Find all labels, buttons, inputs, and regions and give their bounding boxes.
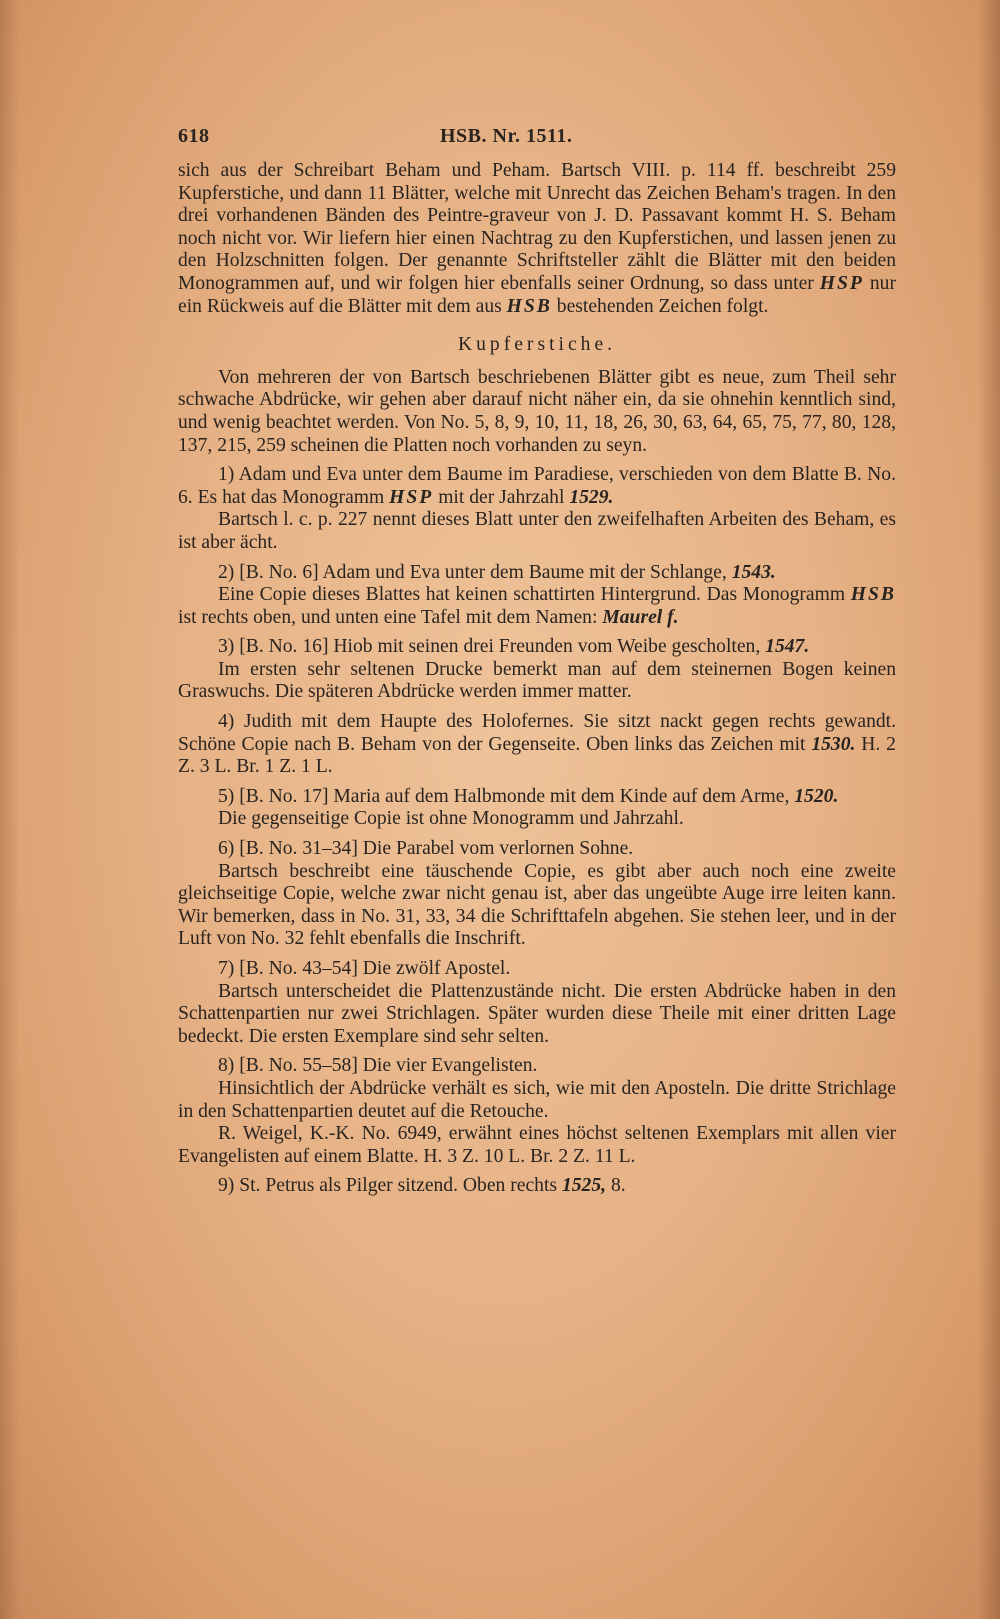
entry-1-note: Bartsch l. c. p. 227 nennt dieses Blatt unter den zweifelhaften Arbeiten des Beham, es ist aber ächt. bbox=[178, 509, 896, 553]
entry-3-note: Im ersten sehr seltenen Drucke bemerkt man auf dem steinernen Bogen keinen Graswuchs. Die späteren Abdrücke werden immer matter. bbox=[178, 658, 896, 703]
entry-3 bbox=[178, 636, 896, 659]
entry-5-year: 1520. bbox=[794, 785, 839, 807]
entry-2-monogram: HSB bbox=[850, 584, 897, 606]
entry-4-year: 1530. bbox=[811, 733, 856, 755]
entry-6-note: Bartsch beschreibt eine täuschende Copie, es gibt aber auch noch eine zweite gleichseitige Copie, welche zwar nicht genau ist, aber das ungeübte Auge irre leiten kann. Wir bemerken, dass in No. 31, 33, 34 die Schrifttafeln abgehen. Sie stehen leer, und in der Luft von No. 32 fehlt ebenfalls die Inschrift. bbox=[178, 860, 896, 950]
entry-8: 8) [B. No. 55–58] Die vier Evangelisten. bbox=[218, 1055, 538, 1077]
entry-2-signature: Maurel f. bbox=[602, 606, 679, 628]
intro-text-1: sich aus der Schreibart Beham und Peham. Bartsch VIII. p. 114 ff. beschreibt 259 Kupferstiche, und dann 11 Blätter, welche mit Unrecht das Zeichen Beham's tragen. In den drei vorhandenen Bänden des Peintre-graveur von J. D. Passavant kommt H. S. Beham noch nicht vor. Wir liefern hier einen Nachtrag zu den Kupferstichen, und lassen jenen zu den Holzschnitten folgen. Der genannte Schriftsteller zählt die Blätter mit den beiden Monogrammen auf, und wir folgen hier ebenfalls seiner Ordnung, so dass unter bbox=[178, 160, 896, 294]
entry-2-note-text: Eine Copie dieses Blattes hat keinen schattirten Hintergrund. Das Monogramm bbox=[218, 584, 846, 606]
page-edge-shadow-right bbox=[978, 0, 1000, 1619]
running-title: HSB. Nr. 1511. bbox=[440, 125, 573, 148]
entry-2-year: 1543. bbox=[731, 561, 776, 583]
entry-5 bbox=[178, 786, 896, 809]
intro-text-2: nur ein Rückweis auf die Blätter mit dem aus bbox=[178, 272, 896, 317]
entry-2-note bbox=[178, 584, 896, 629]
entry-6: 6) [B. No. 31–34] Die Parabel vom verlornen Sohne. bbox=[218, 838, 634, 860]
entry-1-year: 1529. bbox=[569, 486, 614, 508]
intro-paragraph bbox=[178, 160, 896, 318]
entry-2-note-text-2: ist rechts oben, und unten eine Tafel mit dem Namen: bbox=[178, 606, 598, 628]
entry-2-text: 2) [B. No. 6] Adam und Eva unter dem Baume mit der Schlange, bbox=[218, 561, 727, 583]
running-head bbox=[178, 120, 896, 148]
entry-8-note-2: R. Weigel, K.-K. No. 6949, erwähnt eines höchst seltenen Exemplars mit allen vier Evangelisten auf einem Blatte. H. 3 Z. 10 L. Br. 2 Z. 11 L. bbox=[178, 1123, 896, 1167]
entry-5-text: 5) [B. No. 17] Maria auf dem Halbmonde mit dem Kinde auf dem Arme, bbox=[218, 785, 790, 807]
entry-4-text: 4) Judith mit dem Haupte des Holofernes. Sie sitzt nackt gegen rechts gewandt. Schöne Copie nach B. Beham von der Gegenseite. Oben links das Zeichen mit bbox=[178, 711, 896, 755]
entry-9-year: 1525, bbox=[561, 1175, 607, 1197]
entry-9 bbox=[178, 1175, 896, 1198]
section-heading: Kupferstiche. bbox=[457, 334, 617, 356]
entry-1-text: 1) Adam und Eva unter dem Baume im Paradiese, verschieden von dem Blatte B. No. 6. Es hat das Monogramm bbox=[178, 464, 896, 508]
entry-3-year: 1547. bbox=[765, 636, 810, 658]
entry-2 bbox=[178, 562, 896, 585]
entry-1-monogram: HSP bbox=[389, 486, 434, 508]
entry-1-text-2: mit der Jahrzahl bbox=[438, 486, 565, 508]
entry-4 bbox=[178, 711, 896, 779]
entry-8-note-1: Hinsichtlich der Abdrücke verhält es sich, wie mit den Aposteln. Die dritte Strichlage in den Schattenpartien deutet auf die Retouche. bbox=[178, 1077, 896, 1122]
prelim-paragraph: Von mehreren der von Bartsch beschriebenen Blätter gibt es neue, zum Theil sehr schwache Abdrücke, wir gehen aber darauf nicht näher ein, da sie ohnehin kenntlich sind, und wenig beachtet werden. Von No. 5, 8, 9, 10, 11, 18, 26, 30, 63, 64, 65, 75, 77, 80, 128, 137, 215, 259 scheinen die Platten noch vorhanden zu seyn. bbox=[178, 366, 896, 456]
entry-9-text: 9) St. Petrus als Pilger sitzend. Oben rechts bbox=[218, 1175, 558, 1197]
entry-4-dimensions: H. 2 Z. 3 L. Br. 1 Z. 1 L. bbox=[178, 733, 896, 778]
page-number: 618 bbox=[178, 125, 210, 148]
monogram-hsb: HSB bbox=[506, 295, 552, 317]
text-block bbox=[178, 120, 896, 1198]
page-edge-shadow-left bbox=[0, 0, 20, 1619]
entry-3-text: 3) [B. No. 16] Hiob mit seinen drei Freunden vom Weibe gescholten, bbox=[218, 636, 761, 658]
entry-7-note: Bartsch unterscheidet die Plattenzustände nicht. Die ersten Abdrücke haben in den Schattenpartien nur zwei Strichlagen. Später wurden diese Theile mit einer dritten Lage bedeckt. Die ersten Exemplare sind sehr selten. bbox=[178, 980, 896, 1047]
entry-9-text-2: 8. bbox=[610, 1175, 626, 1197]
intro-text-3: bestehenden Zeichen folgt. bbox=[556, 295, 769, 317]
monogram-hsp: HSP bbox=[819, 272, 864, 294]
entry-1 bbox=[178, 464, 896, 509]
entry-7: 7) [B. No. 43–54] Die zwölf Apostel. bbox=[218, 958, 511, 979]
entry-5-note: Die gegenseitige Copie ist ohne Monogramm und Jahrzahl. bbox=[218, 808, 684, 830]
